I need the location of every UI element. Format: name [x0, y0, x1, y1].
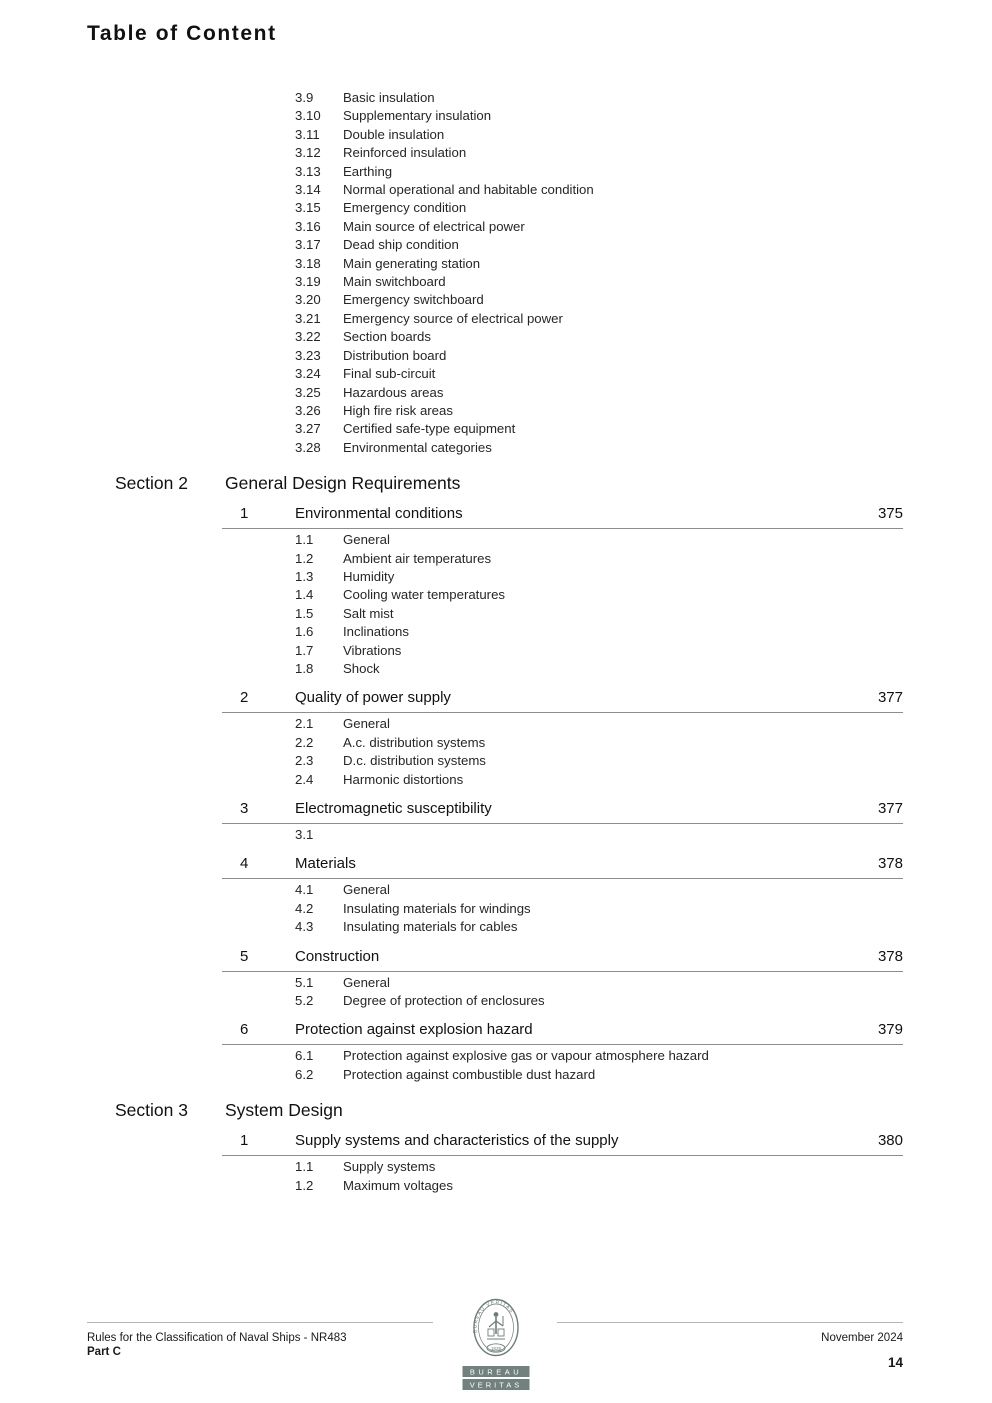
- section-label: Section 3: [115, 1100, 188, 1121]
- toc-item-page-number: 378: [877, 855, 903, 873]
- toc-subitem-label: General: [343, 974, 390, 990]
- toc-subitem-list: [0, 715, 992, 789]
- toc-subitem-row: [295, 531, 903, 549]
- toc-subitem-label: Main source of electrical power: [343, 218, 525, 234]
- toc-subitem-number: 3.26: [295, 402, 321, 418]
- toc-subitem-number: 3.16: [295, 218, 321, 234]
- toc-subitem-row: [295, 273, 903, 291]
- toc-subitem-number: 2.4: [295, 771, 314, 787]
- toc-item-row: [240, 854, 903, 874]
- toc-sections: [0, 472, 992, 1195]
- toc-subitem-number: 3.18: [295, 255, 321, 271]
- toc-subitem-list: [0, 974, 992, 1011]
- toc-subitem-label: Main generating station: [343, 255, 481, 271]
- toc-subitem-number: 3.17: [295, 237, 321, 253]
- toc-item: [0, 947, 992, 1011]
- toc-section: [0, 472, 992, 1084]
- toc-subitem-number: 1.3: [295, 568, 314, 584]
- toc-subitem-label: Inclinations: [343, 624, 409, 640]
- toc-subitem-row: [295, 328, 903, 346]
- toc-subitem-number: 2.3: [295, 753, 314, 769]
- toc-subitem-label: Emergency source of electrical power: [343, 310, 563, 326]
- toc-subitem-list: [0, 1047, 992, 1084]
- toc-item-number: 5: [240, 947, 249, 965]
- toc-subitem-number: 3.19: [295, 274, 321, 290]
- toc-item-page-number: 378: [877, 947, 903, 965]
- toc-item-rule: [222, 712, 903, 713]
- toc-subitem-label: General: [343, 532, 390, 548]
- toc-subitem-label: Certified safe-type equipment: [343, 421, 516, 437]
- toc-subitem-number: 4.2: [295, 900, 314, 916]
- toc-subitem-label: Shock: [343, 660, 380, 676]
- toc-subitem-row: [295, 402, 903, 420]
- toc-subitem-number: 3.24: [295, 366, 321, 382]
- toc-subitem-label: Hazardous areas: [343, 384, 444, 400]
- toc-subitem-label: A.c. distribution systems: [343, 734, 486, 750]
- toc-subitem-row: [295, 439, 903, 457]
- toc-subitem-number: 1.2: [295, 550, 314, 566]
- toc-item-page-number: 377: [877, 689, 903, 707]
- toc-item-row: [240, 504, 903, 524]
- toc-subitem-label: Supply systems: [343, 1159, 436, 1175]
- toc-subitem-label: Cooling water temperatures: [343, 587, 505, 603]
- toc-subitem-label: Humidity: [343, 568, 395, 584]
- section-heading: [115, 1099, 992, 1121]
- toc-subitem-number: 4.3: [295, 919, 314, 935]
- footer-page-number: 14: [887, 1355, 903, 1370]
- toc-subitem-number: 3.27: [295, 421, 321, 437]
- toc-item-title: Supply systems and characteristics of the supply: [295, 1132, 619, 1150]
- toc-subitem-label: Normal operational and habitable condition: [343, 182, 594, 198]
- toc-section: [0, 1099, 992, 1195]
- toc-item-title: Environmental conditions: [295, 505, 463, 523]
- toc-subitem-label: Earthing: [343, 163, 393, 179]
- toc-subitem-row: [295, 89, 903, 107]
- toc-item-title: Construction: [295, 947, 380, 965]
- toc-item: [0, 688, 992, 789]
- toc-item-title: Quality of power supply: [295, 689, 451, 707]
- toc-item-page-number: 380: [877, 1132, 903, 1150]
- toc-subitem-row: [295, 974, 903, 992]
- footer-date: November 2024: [821, 1332, 903, 1344]
- toc-subitem-row: [295, 384, 903, 402]
- toc-subitem-row: [295, 826, 903, 844]
- toc-subitem-label: Insulating materials for cables: [343, 919, 518, 935]
- toc-subitem-label: Emergency condition: [343, 200, 467, 216]
- toc-subitem-number: 3.28: [295, 439, 321, 455]
- section-label: Section 2: [115, 473, 188, 494]
- toc-item-title: Protection against explosion hazard: [295, 1021, 533, 1039]
- bureau-veritas-emblem-icon: [461, 1296, 531, 1391]
- toc-subitem-number: 5.2: [295, 993, 314, 1009]
- toc-subitem-row: [295, 1158, 903, 1176]
- toc-subitem-number: 3.12: [295, 145, 321, 161]
- toc-item-page-number: 375: [877, 505, 903, 523]
- toc-subitem-number: 3.9: [295, 90, 314, 105]
- toc-subitem-number: 2.1: [295, 716, 314, 732]
- toc-intro-subitem-list: [0, 89, 992, 457]
- toc-subitem-number: 2.2: [295, 734, 314, 750]
- toc-item-page-number: 379: [877, 1021, 903, 1039]
- toc-subitem-row: [295, 291, 903, 309]
- toc-item-rule: [222, 1044, 903, 1045]
- toc-subitem-number: 3.15: [295, 200, 321, 216]
- toc-item: [0, 799, 992, 844]
- toc-item-row: [240, 1131, 903, 1151]
- toc-subitem-row: [295, 1066, 903, 1084]
- toc-subitem-row: [295, 218, 903, 236]
- toc-subitem-row: [295, 642, 903, 660]
- logo-word-bureau: BUREAU: [469, 1367, 523, 1377]
- toc-subitem-label: Main switchboard: [343, 274, 446, 290]
- toc-item-number: 3: [240, 800, 249, 817]
- toc-subitem-number: 4.1: [295, 882, 314, 898]
- toc-item-number: 4: [240, 855, 249, 873]
- toc-subitem-row: [295, 126, 903, 144]
- toc-subitem-label: Vibrations: [343, 642, 402, 658]
- footer-divider-left: [87, 1322, 433, 1323]
- section-heading: [115, 472, 992, 494]
- toc-item: [0, 854, 992, 936]
- section-title: System Design: [225, 1100, 343, 1121]
- toc-item: [0, 1020, 992, 1084]
- toc-subitem-number: 1.2: [295, 1177, 314, 1193]
- toc-subitem-row: [295, 181, 903, 199]
- toc-subitem-row: [295, 1047, 903, 1065]
- toc-subitem-row: [295, 734, 903, 752]
- toc-subitem-number: 1.4: [295, 587, 314, 603]
- toc-subitem-label: Supplementary insulation: [343, 108, 492, 124]
- toc-subitem-label: Ambient air temperatures: [343, 550, 492, 566]
- toc-item-row: [240, 799, 903, 819]
- toc-subitem-row: [295, 365, 903, 383]
- toc-subitem-row: [295, 900, 903, 918]
- toc-subitem-label: D.c. distribution systems: [343, 753, 486, 769]
- toc-subitem-label: Dead ship condition: [343, 237, 459, 253]
- footer-document-info: [87, 1331, 347, 1359]
- footer-document-part: Part C: [87, 1346, 121, 1358]
- toc-subitem-label: High fire risk areas: [343, 402, 453, 418]
- toc-subitem-number: 3.23: [295, 347, 321, 363]
- toc-subitem-row: [295, 163, 903, 181]
- toc-subitem-list: [0, 881, 992, 936]
- toc-subitem-label: Insulating materials for windings: [343, 900, 531, 916]
- toc-subitem-number: 3.22: [295, 329, 321, 345]
- toc-subitem-row: [295, 568, 903, 586]
- footer-document-title: Rules for the Classification of Naval Ships - NR483: [87, 1332, 347, 1344]
- toc-subitem-number: 1.1: [295, 1159, 314, 1175]
- toc-item-number: 1: [240, 505, 249, 523]
- toc-subitem-number: 3.11: [295, 126, 320, 142]
- logo-arc-text: BUREAU VERITAS: [472, 1299, 515, 1334]
- toc-item-row: [240, 688, 903, 708]
- toc-subitem-label: General: [343, 716, 390, 732]
- toc-subitem-label: Basic insulation: [343, 90, 435, 105]
- toc-subitem-row: [295, 605, 903, 623]
- toc-subitem-row: [295, 586, 903, 604]
- toc-subitem-number: 3.20: [295, 292, 321, 308]
- toc-subitem-row: [295, 771, 903, 789]
- toc-subitem-number: 3.14: [295, 182, 321, 198]
- toc-subitem-number: 1.1: [295, 532, 314, 548]
- toc-item-number: 1: [240, 1132, 249, 1150]
- toc-item-title: Electromagnetic susceptibility: [295, 800, 492, 817]
- toc-item-rule: [222, 878, 903, 879]
- toc-item-rule: [222, 528, 903, 529]
- toc-subitem-label: Double insulation: [343, 126, 445, 142]
- toc-item-title: Materials: [295, 855, 356, 873]
- toc-subitem-row: [295, 420, 903, 438]
- toc-item-number: 2: [240, 689, 249, 707]
- toc-subitem-label: Section boards: [343, 329, 431, 345]
- toc-subitem-number: 1.6: [295, 624, 314, 640]
- toc-subitem-row: [295, 992, 903, 1010]
- toc-subitem-label: [343, 826, 903, 844]
- footer-edition-info: [821, 1331, 903, 1370]
- toc-subitem-row: [295, 550, 903, 568]
- logo-word-veritas: VERITAS: [469, 1380, 523, 1390]
- toc-subitem-number: 6.1: [295, 1048, 314, 1064]
- toc-subitem-label: Maximum voltages: [343, 1177, 453, 1193]
- toc-subitem-row: [295, 255, 903, 273]
- toc-subitem-number: 1.8: [295, 660, 314, 676]
- toc-subitem-number: 5.1: [295, 974, 314, 990]
- toc-subitem-list: [0, 826, 992, 844]
- toc-subitem-number: 3.25: [295, 384, 321, 400]
- toc-subitem-row: [295, 1177, 903, 1195]
- toc-subitem-row: [295, 623, 903, 641]
- toc-subitem-label: Emergency switchboard: [343, 292, 484, 308]
- toc-subitem-row: [295, 310, 903, 328]
- toc-subitem-row: [295, 107, 903, 125]
- toc-item: [0, 1131, 992, 1195]
- toc-subitem-row: [295, 715, 903, 733]
- toc-subitem-row: [295, 236, 903, 254]
- logo-year: 1828: [490, 1346, 502, 1351]
- toc-subitem-row: [295, 660, 903, 678]
- toc-subitem-number: 1.5: [295, 605, 314, 621]
- toc-subitem-row: [295, 347, 903, 365]
- toc-item-rule: [222, 1155, 903, 1156]
- toc-subitem-row: [295, 144, 903, 162]
- toc-subitem-list: [0, 1158, 992, 1195]
- toc-subitem-row: [295, 918, 903, 936]
- section-title: General Design Requirements: [225, 473, 461, 494]
- toc-subitem-label: Reinforced insulation: [343, 145, 467, 161]
- toc-subitem-label: Salt mist: [343, 605, 394, 621]
- toc-subitem-number: 3.1: [295, 827, 314, 842]
- toc-subitem-label: Environmental categories: [343, 439, 492, 455]
- footer-divider-right: [557, 1322, 903, 1323]
- toc-subitem-label: Protection against explosive gas or vapour atmosphere hazard: [343, 1048, 709, 1064]
- toc-subitem-number: 6.2: [295, 1066, 314, 1082]
- toc-subitem-number: 3.10: [295, 108, 321, 124]
- toc-subitem-number: 1.7: [295, 642, 314, 658]
- toc-subitem-row: [295, 752, 903, 770]
- toc-subitem-label: Final sub-circuit: [343, 366, 436, 382]
- toc-subitem-label: Protection against combustible dust hazard: [343, 1066, 596, 1082]
- page-title: Table of Content: [87, 22, 277, 45]
- toc-subitem-row: [295, 199, 903, 217]
- toc-subitem-number: 3.21: [295, 310, 321, 326]
- toc-item-rule: [222, 823, 903, 824]
- toc-item-row: [240, 1020, 903, 1040]
- toc-item-rule: [222, 971, 903, 972]
- toc-subitem-row: [295, 881, 903, 899]
- toc-item-page-number: 377: [877, 800, 903, 817]
- toc-subitem-label: Distribution board: [343, 347, 447, 363]
- toc-subitem-list: [0, 531, 992, 678]
- toc-subitem-number: 3.13: [295, 163, 321, 179]
- toc-subitem-label: Harmonic distortions: [343, 771, 464, 787]
- toc-item-row: [240, 947, 903, 967]
- toc-item-number: 6: [240, 1021, 249, 1039]
- toc-item: [0, 504, 992, 678]
- toc-subitem-label: Degree of protection of enclosures: [343, 993, 545, 1009]
- bureau-veritas-logo: [461, 1296, 531, 1396]
- toc-subitem-label: General: [343, 882, 390, 898]
